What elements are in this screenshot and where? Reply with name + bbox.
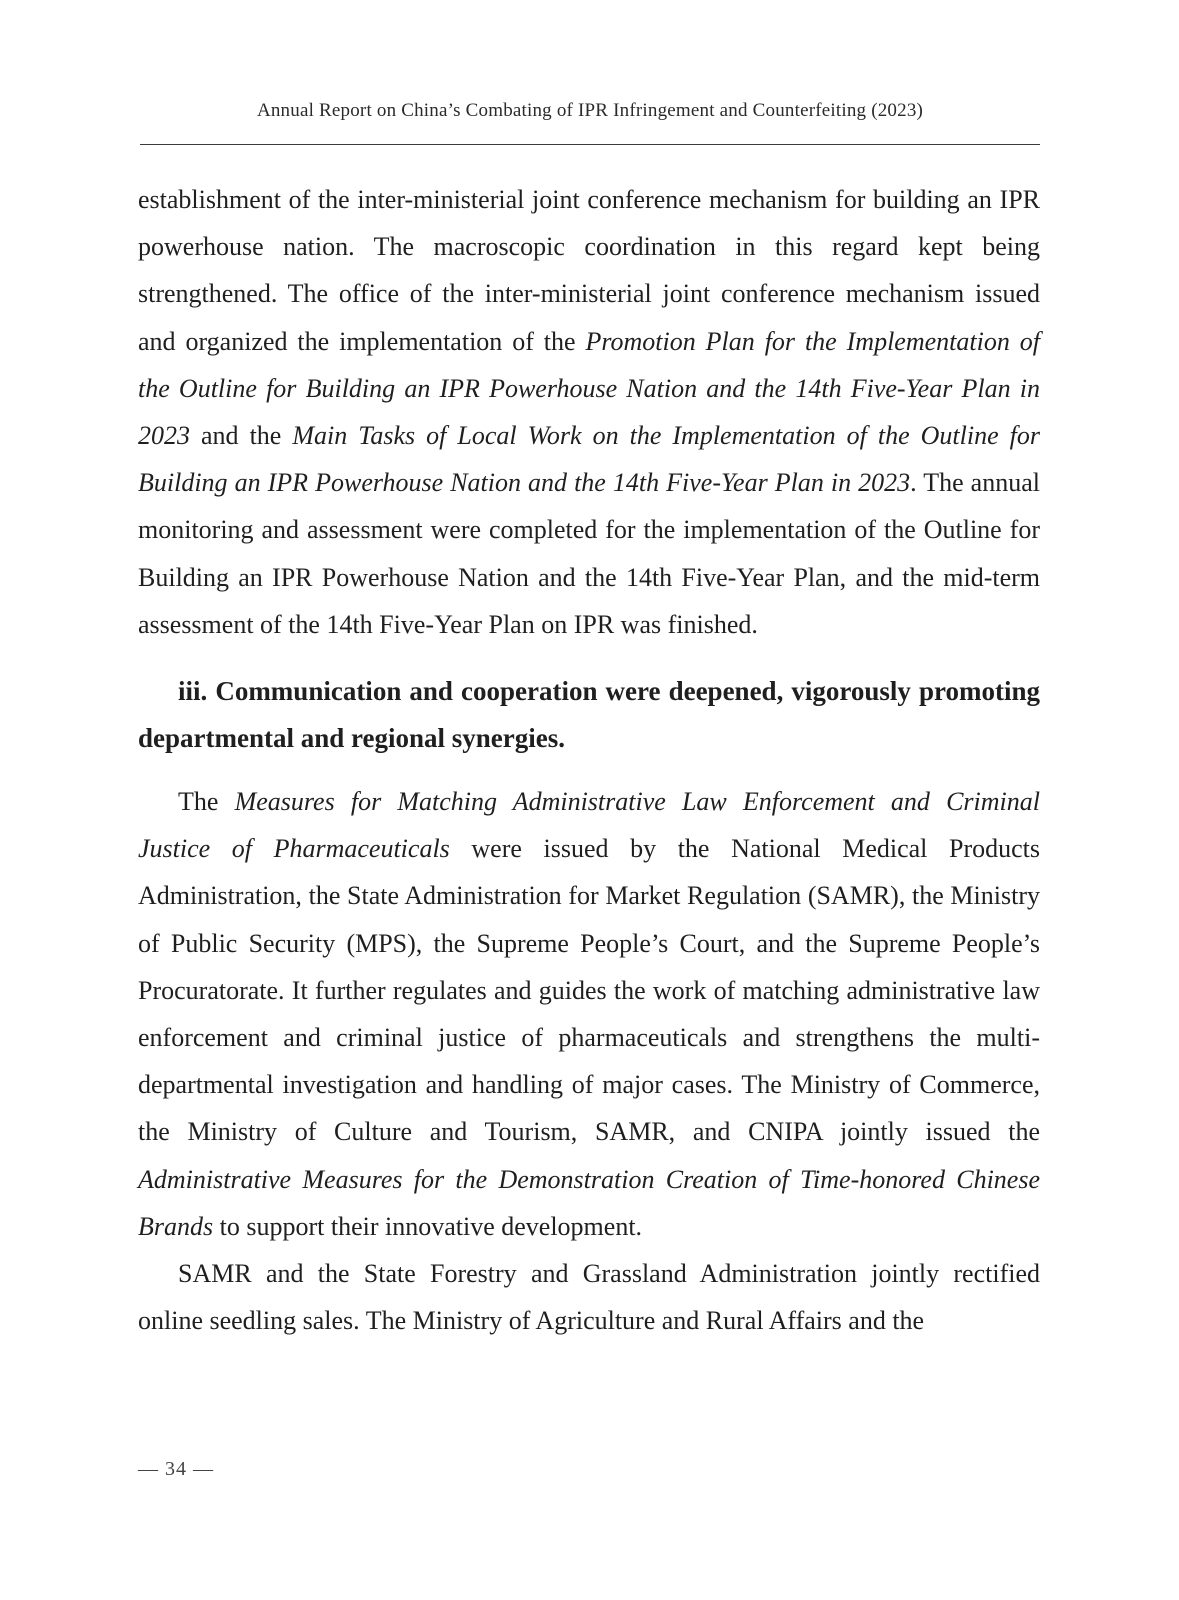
paragraph-continued (138, 176, 1040, 648)
main-tasks-title: Main Tasks of Local Work on the Implementation of the Outline for Building an IPR Powerhouse Nation and the 14th Five-Year Plan in 2023 (138, 421, 1040, 498)
paragraph-2-text-1: The (178, 787, 235, 817)
promotion-plan-title: Promotion Plan for the Implementation of the Outline for Building an IPR Powerhouse Nation and the 14th Five-Year Plan in 2023 (138, 326, 1040, 451)
header-rule (140, 144, 1040, 145)
paragraph-measures (138, 778, 1040, 1250)
section-heading: iii. Communication and cooperation were deepened, vigorously promoting departmental and regional synergies. (138, 676, 1040, 754)
paragraph-1-text-2: and the (190, 421, 293, 451)
paragraph-1-text-3: . The annual monitoring and assessment were completed for the implementation of the Outline for Building an IPR Powerhouse Nation and the 14th Five-Year Plan, and the mid-term assessment of the 14th Five-Year Plan on IPR was finished. (138, 468, 1040, 639)
running-header: Annual Report on China’s Combating of IPR Infringement and Counterfeiting (2023) (256, 100, 924, 121)
measures-title: Measures for Matching Administrative Law Enforcement and Criminal Justice of Pharmaceuticals (138, 787, 1040, 864)
page-body (138, 176, 1040, 1344)
page-number: — 34 — (138, 1458, 214, 1480)
paragraph-1-text-1: establishment of the inter-ministerial joint conference mechanism for building an IPR powerhouse nation. The macroscopic coordination in this regard kept being strengthened. The office of the inter-ministerial joint conference mechanism issued and organized the implementation of the (138, 185, 1040, 356)
paragraph-2-text-3: to support their innovative development. (213, 1211, 643, 1241)
paragraph-samr (138, 1250, 1040, 1344)
paragraph-2-text-2: were issued by the National Medical Products Administration, the State Administration for Market Regulation (SAMR), the Ministry of Public Security (MPS), the Supreme People’s Court, and the Supreme People’s Procuratorate. It further regulates and guides the work of matching administrative law enforcement and criminal justice of pharmaceuticals and strengthens the multi-departmental investigation and handling of major cases. The Ministry of Commerce, the Ministry of Culture and Tourism, SAMR, and CNIPA jointly issued the (138, 834, 1040, 1147)
paragraph-3-text-1: SAMR and the State Forestry and Grassland Administration jointly rectified online seedling sales. The Ministry of Agriculture and Rural Affairs and the (138, 1259, 1040, 1336)
administrative-measures-title: Administrative Measures for the Demonstration Creation of Time-honored Chinese Brands (138, 1164, 1040, 1241)
